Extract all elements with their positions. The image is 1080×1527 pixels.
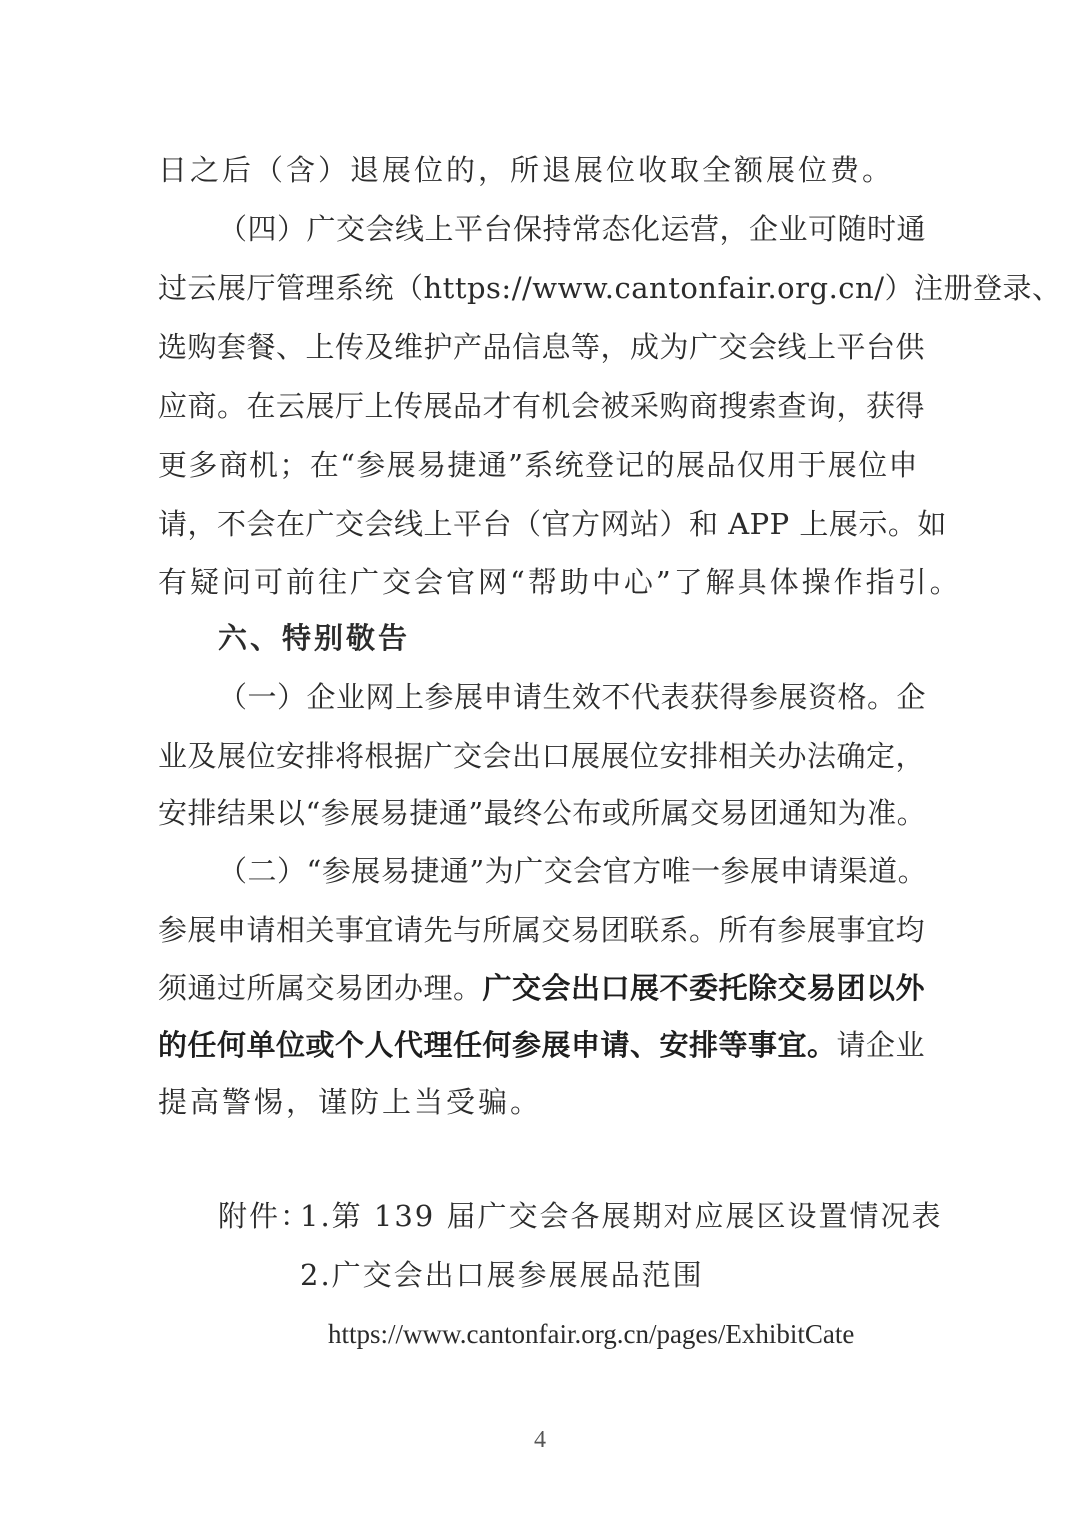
text-line: 过云展厅管理系统（https://www.cantonfair.org.cn/）注册登录、 (158, 271, 1062, 305)
text-line: 有疑问可前往广交会官网“帮助中心”了解具体操作指引。 (158, 565, 962, 599)
normal-text: 须通过所属交易团办理。 (158, 971, 483, 1005)
text-line: 安排结果以“参展易捷通”最终公布或所属交易团通知为准。 (158, 796, 927, 830)
section-heading: 六、特别敬告 (218, 621, 411, 655)
page-number: 4 (534, 1427, 546, 1453)
attachment-item: 1.第 139 届广交会各展期对应展区设置情况表 (300, 1199, 943, 1233)
text-line: 更多商机；在“参展易捷通”系统登记的展品仅用于展位申 (158, 448, 918, 482)
text-line: 业及展位安排将根据广交会出口展展位安排相关办法确定， (158, 739, 926, 773)
text-line: （四）广交会线上平台保持常态化运营，企业可随时通 (218, 212, 927, 246)
text-line: 日之后（含）退展位的，所退展位收取全额展位费。 (158, 153, 895, 187)
text-line: （二）“参展易捷通”为广交会官方唯一参展申请渠道。 (218, 854, 928, 888)
text-line: 应商。在云展厅上传展品才有机会被采购商搜索查询，获得 (158, 389, 926, 423)
normal-text: 请企业 (836, 1028, 926, 1062)
attachment-url: https://www.cantonfair.org.cn/pages/ExhibitCate (328, 1319, 855, 1349)
text-line: 参展申请相关事宜请先与所属交易团联系。所有参展事宜均 (158, 913, 926, 947)
text-line: 提高警惕，谨防上当受骗。 (158, 1085, 543, 1119)
text-line-mixed (158, 1025, 926, 1065)
bold-text: 广交会出口展不委托除交易团以外 (482, 971, 926, 1005)
attachment-item: 2.广交会出口展参展展品范围 (300, 1258, 704, 1292)
text-line: 请，不会在广交会线上平台（官方网站）和 APP 上展示。如 (158, 507, 947, 541)
bold-text: 的任何单位或个人代理任何参展申请、安排等事宜。 (158, 1028, 837, 1062)
text-line-mixed (158, 968, 926, 1008)
text-line: （一）企业网上参展申请生效不代表获得参展资格。企 (218, 680, 927, 714)
text-line: 选购套餐、上传及维护产品信息等，成为广交会线上平台供 (158, 330, 926, 364)
attachments-label: 附件： (218, 1199, 312, 1233)
